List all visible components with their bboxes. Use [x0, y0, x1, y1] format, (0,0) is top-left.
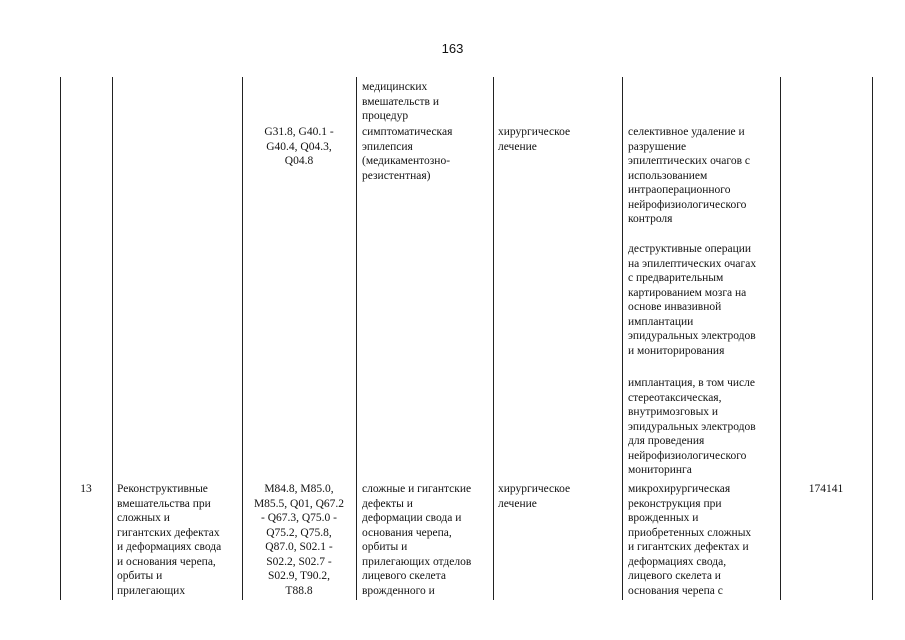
- column-divider: [780, 77, 781, 600]
- cost-cell: 174141: [808, 483, 844, 495]
- column-divider: [112, 77, 113, 600]
- patient-model-cell: сложные и гигантские дефекты и деформации свода и основания черепа, орбиты и прилегающих отделов лицевого скелета врожденного и: [362, 483, 472, 597]
- table-border-right: [872, 77, 873, 600]
- diagnosis-codes-cell: M84.8, M85.0, M85.5, Q01, Q67.2 - Q67.3, Q75.0 - Q75.2, Q75.8, Q87.0, S02.1 - S02.2, S02.7 - S02.9, T90.2, T88.8: [253, 483, 345, 597]
- treatment-method-1: селективное удаление и разрушение эпилептических очагов с использованием интраоперационного нейрофизиологического контроля: [628, 126, 750, 225]
- row-number: 13: [80, 483, 92, 495]
- method-type-continuation: медицинских вмешательств и процедур: [362, 81, 439, 122]
- page-number: 163: [441, 41, 464, 56]
- table-border-left: [60, 77, 61, 600]
- treatment-type-cell: хирургическое лечение: [498, 483, 571, 510]
- care-type-name-cell: Реконструктивные вмешательства при сложных и гигантских дефектах и деформациях свода и основания черепа, орбиты и прилегающих: [117, 483, 222, 597]
- treatment-method-3: имплантация, в том числе стереотаксическая, внутримозговых и эпидуральных электродов для проведения нейрофизиологического мониторинга: [628, 377, 756, 476]
- column-divider: [493, 77, 494, 600]
- column-divider: [356, 77, 357, 600]
- treatment-type-cell: хирургическое лечение: [498, 126, 571, 153]
- column-divider: [622, 77, 623, 600]
- treatment-method-cell: микрохирургическая реконструкция при врожденных и приобретенных сложных и гигантских дефектах и деформациях свода, лицевого скелета и основания черепа с: [628, 483, 752, 597]
- treatment-method-2: деструктивные операции на эпилептических очагах с предварительным картированием мозга на основе инвазивной имплантации эпидуральных электродов и мониторирования: [628, 243, 757, 357]
- diagnosis-codes-cell: G31.8, G40.1 - G40.4, Q04.3, Q04.8: [264, 126, 334, 167]
- patient-model-cell: симптоматическая эпилепсия (медикаментозно- резистентная): [362, 126, 453, 182]
